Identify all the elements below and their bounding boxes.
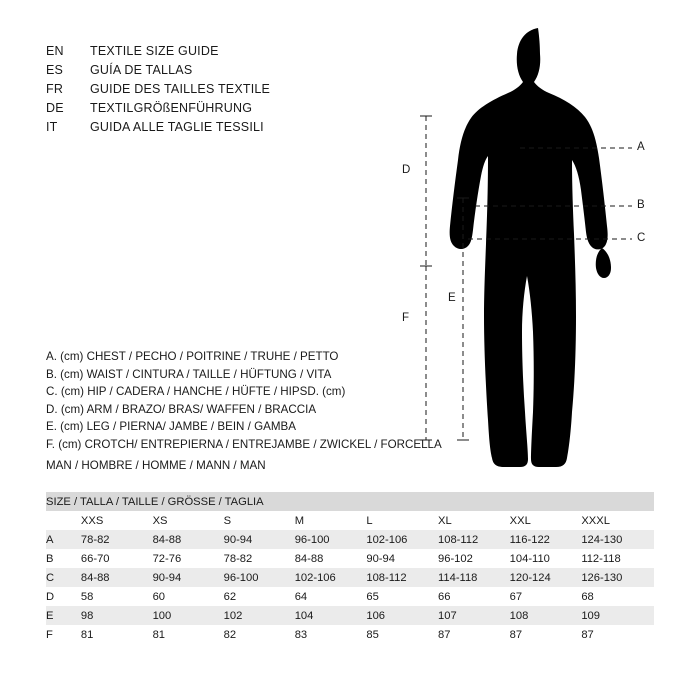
body-figure-area bbox=[380, 20, 680, 480]
cell: 102-106 bbox=[295, 568, 367, 587]
marker-label-f: F bbox=[402, 312, 410, 324]
language-title: GUÍA DE TALLAS bbox=[90, 63, 193, 77]
cell: 68 bbox=[581, 587, 654, 606]
cell: 90-94 bbox=[224, 530, 295, 549]
cell: 116-122 bbox=[510, 530, 582, 549]
row-key: D bbox=[46, 587, 81, 606]
legend-line-a: A. (cm) CHEST / PECHO / POITRINE / TRUHE / PETTO bbox=[46, 350, 339, 363]
table-row bbox=[46, 549, 654, 568]
table-row bbox=[46, 568, 654, 587]
cell: 114-118 bbox=[438, 568, 510, 587]
legend-line-e: E. (cm) LEG / PIERNA/ JAMBE / BEIN / GAMBA bbox=[46, 420, 296, 433]
row-key: C bbox=[46, 568, 81, 587]
column-header-l: L bbox=[366, 511, 438, 530]
column-header-xxxl: XXXL bbox=[581, 511, 654, 530]
cell: 84-88 bbox=[153, 530, 224, 549]
cell: 106 bbox=[366, 606, 438, 625]
cell: 64 bbox=[295, 587, 367, 606]
language-title: GUIDE DES TAILLES TEXTILE bbox=[90, 82, 271, 96]
cell: 66-70 bbox=[81, 549, 153, 568]
table-row bbox=[46, 530, 654, 549]
table-caption-row bbox=[46, 492, 654, 511]
male-body-silhouette-icon bbox=[380, 20, 680, 480]
cell: 96-100 bbox=[295, 530, 367, 549]
marker-label-b: B bbox=[637, 199, 645, 211]
cell: 126-130 bbox=[581, 568, 654, 587]
cell: 84-88 bbox=[81, 568, 153, 587]
cell: 90-94 bbox=[366, 549, 438, 568]
language-title: TEXTILGRÖßENFÜHRUNG bbox=[90, 101, 253, 115]
row-key: A bbox=[46, 530, 81, 549]
cell: 104-110 bbox=[510, 549, 582, 568]
cell: 108-112 bbox=[438, 530, 510, 549]
cell: 85 bbox=[366, 625, 438, 644]
table-row bbox=[46, 625, 654, 644]
cell: 108-112 bbox=[366, 568, 438, 587]
column-header-xs: XS bbox=[153, 511, 224, 530]
row-key: F bbox=[46, 625, 81, 644]
cell: 65 bbox=[366, 587, 438, 606]
table-header-row bbox=[46, 511, 654, 530]
column-header-xl: XL bbox=[438, 511, 510, 530]
cell: 84-88 bbox=[295, 549, 367, 568]
language-row bbox=[46, 101, 270, 120]
row-key: B bbox=[46, 549, 81, 568]
cell: 100 bbox=[153, 606, 224, 625]
table-corner-cell bbox=[46, 511, 81, 530]
cell: 81 bbox=[81, 625, 153, 644]
cell: 98 bbox=[81, 606, 153, 625]
column-header-xxs: XXS bbox=[81, 511, 153, 530]
legend-line-f: F. (cm) CROTCH/ ENTREPIERNA / ENTREJAMBE / ZWICKEL / FORCELLA bbox=[46, 437, 442, 451]
marker-label-e: E bbox=[448, 292, 456, 304]
cell: 102 bbox=[224, 606, 295, 625]
language-code: ES bbox=[46, 63, 64, 77]
language-code: EN bbox=[46, 44, 64, 58]
size-table bbox=[46, 492, 654, 644]
cell: 58 bbox=[81, 587, 153, 606]
marker-label-c: C bbox=[637, 232, 646, 244]
language-code: FR bbox=[46, 82, 64, 96]
cell: 81 bbox=[153, 625, 224, 644]
cell: 107 bbox=[438, 606, 510, 625]
cell: 60 bbox=[153, 587, 224, 606]
cell: 112-118 bbox=[581, 549, 654, 568]
language-row bbox=[46, 63, 270, 82]
gender-label: MAN / HOMBRE / HOMME / MANN / MAN bbox=[46, 459, 266, 472]
cell: 120-124 bbox=[510, 568, 582, 587]
column-header-s: S bbox=[224, 511, 295, 530]
table-caption: SIZE / TALLA / TAILLE / GRÖSSE / TAGLIA bbox=[46, 492, 654, 511]
cell: 78-82 bbox=[224, 549, 295, 568]
cell: 67 bbox=[510, 587, 582, 606]
cell: 87 bbox=[510, 625, 582, 644]
language-row bbox=[46, 44, 270, 63]
table-row bbox=[46, 606, 654, 625]
legend-line-b: B. (cm) WAIST / CINTURA / TAILLE / HÜFTUNG / VITA bbox=[46, 367, 332, 381]
column-header-m: M bbox=[295, 511, 367, 530]
cell: 87 bbox=[438, 625, 510, 644]
language-title: TEXTILE SIZE GUIDE bbox=[90, 44, 219, 58]
marker-label-a: A bbox=[637, 141, 645, 153]
cell: 72-76 bbox=[153, 549, 224, 568]
cell: 62 bbox=[224, 587, 295, 606]
cell: 66 bbox=[438, 587, 510, 606]
size-table-wrapper bbox=[46, 492, 654, 644]
legend-line-d: D. (cm) ARM / BRAZO/ BRAS/ WAFFEN / BRACCIA bbox=[46, 402, 317, 416]
table-row bbox=[46, 587, 654, 606]
column-header-xxl: XXL bbox=[510, 511, 582, 530]
cell: 109 bbox=[581, 606, 654, 625]
cell: 90-94 bbox=[153, 568, 224, 587]
cell: 104 bbox=[295, 606, 367, 625]
row-key: E bbox=[46, 606, 81, 625]
cell: 96-100 bbox=[224, 568, 295, 587]
cell: 87 bbox=[581, 625, 654, 644]
cell: 124-130 bbox=[581, 530, 654, 549]
cell: 102-106 bbox=[366, 530, 438, 549]
legend-line-c: C. (cm) HIP / CADERA / HANCHE / HÜFTE / HIPSD. (cm) bbox=[46, 385, 346, 398]
language-code: IT bbox=[46, 120, 58, 134]
cell: 96-102 bbox=[438, 549, 510, 568]
language-title: GUIDA ALLE TAGLIE TESSILI bbox=[90, 120, 264, 134]
language-row bbox=[46, 82, 270, 101]
language-code: DE bbox=[46, 101, 64, 115]
cell: 83 bbox=[295, 625, 367, 644]
cell: 108 bbox=[510, 606, 582, 625]
cell: 82 bbox=[224, 625, 295, 644]
language-row bbox=[46, 120, 270, 139]
cell: 78-82 bbox=[81, 530, 153, 549]
language-title-block bbox=[46, 44, 270, 139]
marker-label-d: D bbox=[402, 164, 411, 176]
